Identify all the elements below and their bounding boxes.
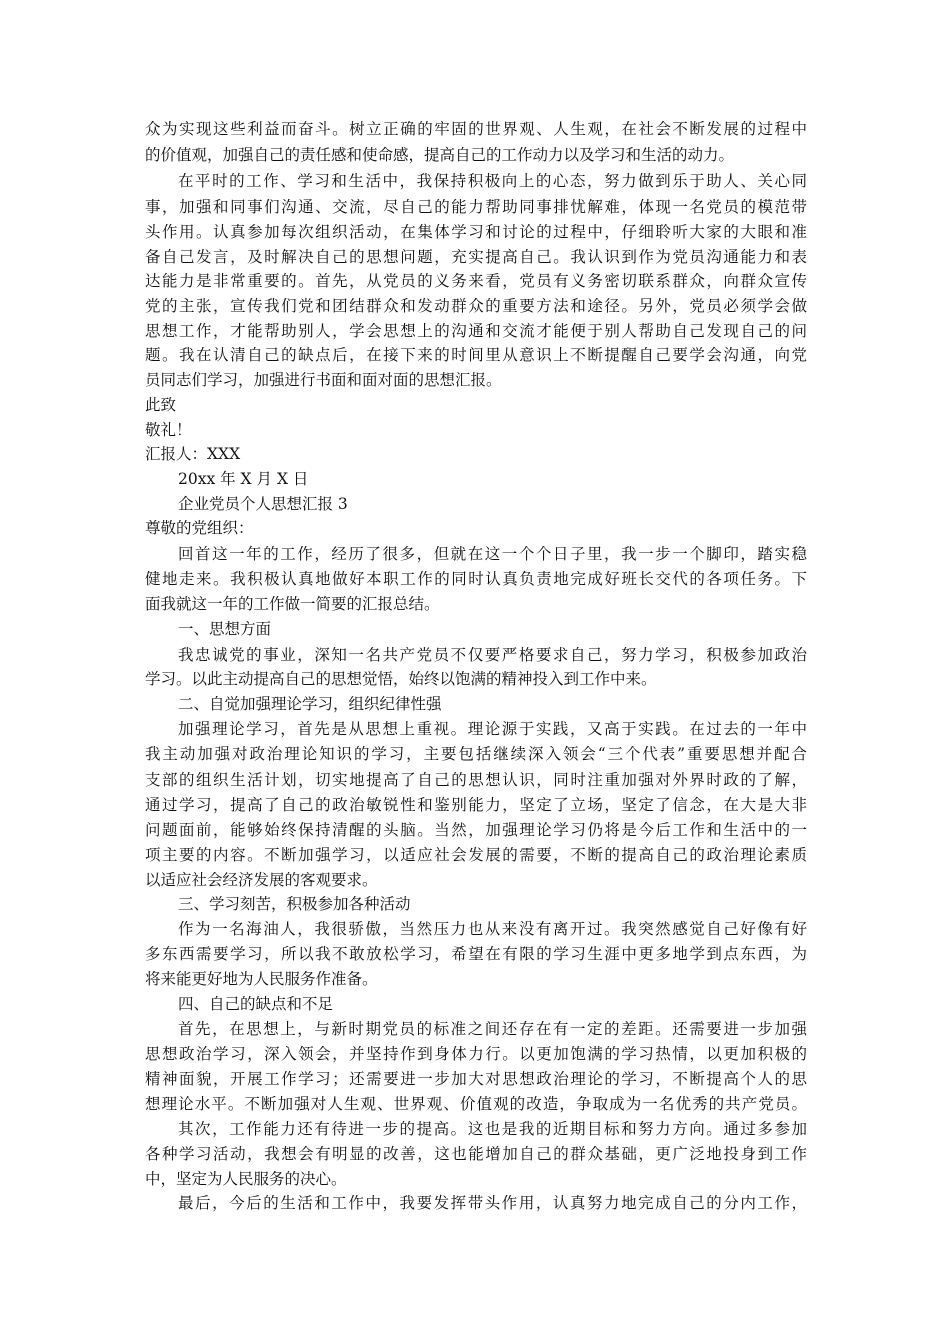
greeting-line: 尊敬的党组织：	[145, 519, 254, 537]
text-line: 最后，今后的生活和工作中，我要发挥带头作用，认真努力地完成自己的分内工作，	[178, 1194, 807, 1212]
text-line: 其次，工作能力还有待进一步的提高。这也是我的近期目标和努力方向。通过多参加	[178, 1120, 807, 1138]
text-line: 党的主张，宣传我们党和团结群众和发动群众的重要方法和途径。另外，党员必须学会做	[145, 297, 807, 315]
text-line: 我忠诚党的事业，深知一名共产党员不仅要严格要求自己，努力学习，积极参加政治	[178, 646, 807, 664]
text-line: 支部的组织生活计划，切实地提高了自己的思想认识，同时注重加强对外界时政的了解，	[145, 771, 807, 789]
text-line: 的价值观，加强自己的责任感和使命感，提高自己的工作动力以及学习和生活的动力。	[145, 146, 735, 164]
text-line: 思想政治学习，深入领会，并坚持作到身体力行。以更加饱满的学习热情，以更加积极的	[145, 1045, 807, 1063]
text-line: 面我就这一年的工作做一简要的汇报总结。	[145, 595, 440, 613]
text-line: 备自己发言，及时解决自己的思想问题，充实提高自己。我认识到作为党员沟通能力和表	[145, 248, 807, 266]
closing-line: 此致	[145, 396, 177, 414]
text-line: 头作用。认真参加每次组织活动，在集体学习和讨论的过程中，仔细聆听大家的大眼和准	[145, 223, 807, 241]
text-line: 员同志们学习，加强进行书面和面对面的思想汇报。	[145, 371, 502, 389]
subheading: 二、自觉加强理论学习，组织纪律性强	[178, 695, 442, 713]
text-line: 问题面前，能够始终保持清醒的头脑。当然，加强理论学习仍将是今后工作和生活中的一	[145, 821, 807, 839]
subheading: 四、自己的缺点和不足	[178, 995, 334, 1013]
text-line: 多东西需要学习，所以我不敢放松学习，希望在有限的学习生涯中更多地学到点东西，为	[145, 945, 807, 963]
text-line: 通过学习，提高了自己的政治敏锐性和鉴别能力，坚定了立场，坚定了信念，在大是大非	[145, 796, 807, 814]
text-line: 回首这一年的工作，经历了很多，但就在这一个个日子里，我一步一个脚印，踏实稳	[178, 545, 807, 563]
text-line: 精神面貌，开展工作学习；还需要进一步加大对思想政治理论的学习，不断提高个人的思	[145, 1070, 807, 1088]
text-line: 众为实现这些利益而奋斗。树立正确的牢固的世界观、人生观，在社会不断发展的过程中	[145, 120, 807, 138]
text-line: 中，坚定为人民服务的决心。	[145, 1170, 347, 1188]
text-line: 思想工作，才能帮助别人，学会思想上的沟通和交流才能便于别人帮助自己发现自己的问	[145, 322, 807, 340]
section-title: 企业党员个人思想汇报 3	[178, 495, 348, 513]
text-line: 作为一名海油人，我很骄傲，当然压力也从来没有离开过。我突然感觉自己好像有好	[178, 920, 807, 938]
text-line: 学习。以此主动提高自己的思想觉悟，始终以饱满的精神投入到工作中来。	[145, 670, 657, 688]
text-line: 以适应社会经济发展的客观要求。	[145, 871, 378, 889]
text-line: 想理论水平。不断加强对人生观、世界观、价值观的改造，争取成为一名优秀的共产党员。	[145, 1095, 807, 1113]
text-line: 事，加强和同事们沟通、交流，尽自己的能力帮助同事排忧解难，体现一名党员的模范带	[145, 198, 807, 216]
text-line: 在平时的工作、学习和生活中，我保持积极向上的心态，努力做到乐于助人、关心同	[178, 172, 807, 190]
subheading: 一、思想方面	[178, 620, 272, 638]
date-line: 20xx 年 X 月 X 日	[178, 470, 309, 488]
text-line: 我主动加强对政治理论知识的学习，主要包括继续深入领会“三个代表”重要思想并配合	[145, 745, 807, 763]
text-line: 项主要的内容。不断加强学习，以适应社会发展的需要，不断的提高自己的政治理论素质	[145, 846, 807, 864]
text-line: 达能力是非常重要的。首先，从党员的义务来看，党员有义务密切联系群众，向群众宣传	[145, 272, 807, 290]
reporter-line: 汇报人：XXX	[145, 445, 241, 463]
salutation-line: 敬礼！	[145, 421, 192, 439]
subheading: 三、学习刻苦，积极参加各种活动	[178, 895, 411, 913]
text-line: 首先，在思想上，与新时期党员的标准之间还存在有一定的差距。还需要进一步加强	[178, 1020, 807, 1038]
text-line: 加强理论学习，首先是从思想上重视。理论源于实践，又高于实践。在过去的一年中	[178, 720, 807, 738]
text-line: 题。我在认清自己的缺点后，在接下来的时间里从意识上不断提醒自己要学会沟通，向党	[145, 346, 807, 364]
text-line: 将来能更好地为人民服务作准备。	[145, 970, 378, 988]
text-line: 各种学习活动，我想会有明显的改善，这也能增加自己的群众基础，更广泛地投身到工作	[145, 1145, 807, 1163]
text-line: 健地走来。我积极认真地做好本职工作的同时认真负责地完成好班长交代的各项任务。下	[145, 570, 807, 588]
